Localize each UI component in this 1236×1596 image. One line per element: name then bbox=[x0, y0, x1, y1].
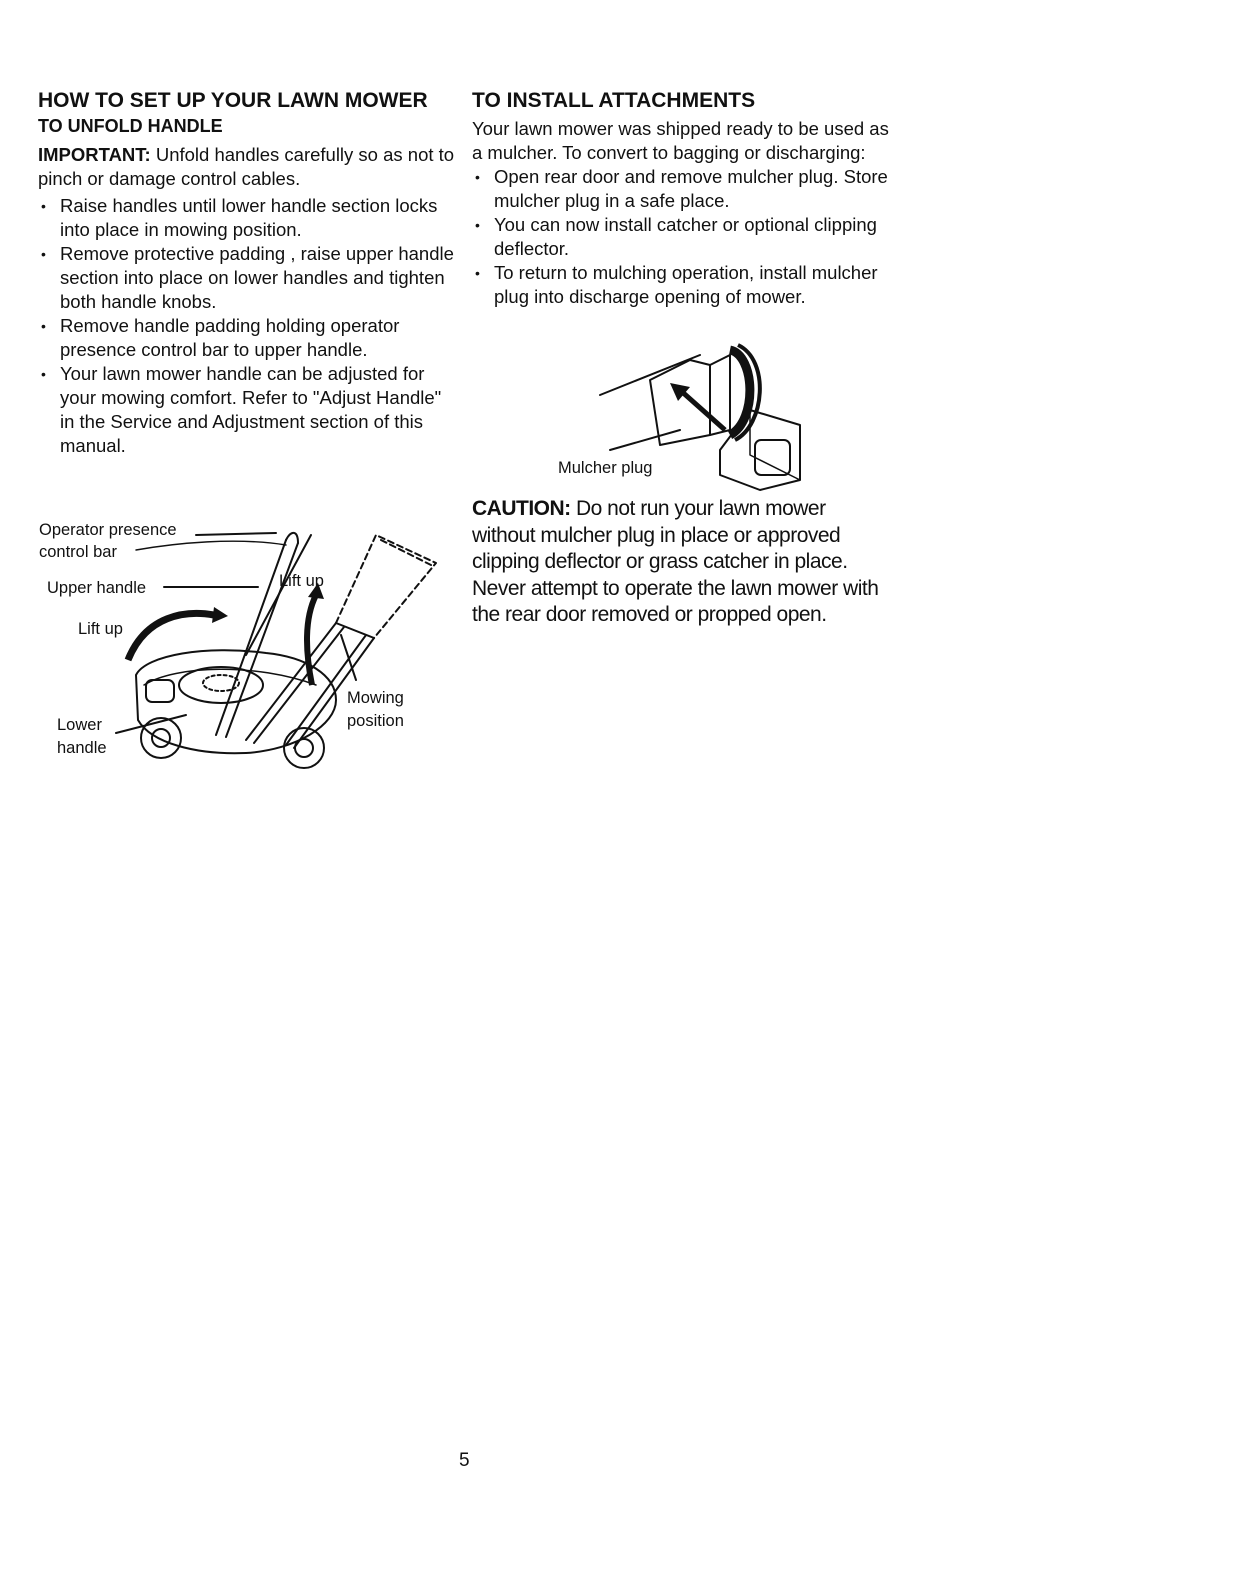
lift-up-left-label: Lift up bbox=[78, 620, 123, 638]
list-item: • Remove handle padding holding operator presence control bar to upper handle. bbox=[38, 314, 458, 362]
unfold-steps-list bbox=[38, 194, 458, 458]
attachments-intro: Your lawn mower was shipped ready to be used as a mulcher. To convert to bagging or discharging: bbox=[472, 118, 889, 163]
list-item: • To return to mulching operation, install mulcher plug into discharge opening of mower. bbox=[472, 261, 902, 309]
setup-heading: HOW TO SET UP YOUR LAWN MOWER bbox=[38, 89, 428, 112]
operator-presence-label: Operator presence bbox=[39, 521, 177, 539]
important-label: IMPORTANT: bbox=[38, 144, 151, 165]
list-item: • Raise handles until lower handle section locks into place in mowing position. bbox=[38, 194, 458, 242]
right-column bbox=[472, 88, 902, 309]
list-item: • Your lawn mower handle can be adjusted for your mowing comfort. Refer to "Adjust Handle" in the Service and Adjustment section of this manual. bbox=[38, 362, 458, 458]
control-bar-label: control bar bbox=[39, 543, 117, 561]
caution-label: CAUTION: bbox=[472, 497, 571, 520]
mulcher-plug-label: Mulcher plug bbox=[558, 459, 653, 477]
left-column bbox=[38, 88, 458, 458]
caution-text: Do not run your lawn mower without mulcher plug in place or approved clipping deflector or grass catcher in place. Never attempt to operate the lawn mower with the rear door removed or propped open. bbox=[472, 497, 879, 626]
list-item: • Open rear door and remove mulcher plug. Store mulcher plug in a safe place. bbox=[472, 165, 902, 213]
page-number: 5 bbox=[459, 1450, 470, 1471]
mowing-label: Mowing bbox=[347, 689, 404, 707]
lift-up-right-label: Lift up bbox=[279, 572, 324, 590]
lower-label: Lower bbox=[57, 716, 102, 734]
attachments-steps-list bbox=[472, 165, 902, 309]
caution-note bbox=[472, 496, 892, 629]
upper-handle-label: Upper handle bbox=[47, 579, 147, 597]
attachments-heading: TO INSTALL ATTACHMENTS bbox=[472, 89, 756, 112]
unfold-handle-subheading: TO UNFOLD HANDLE bbox=[38, 116, 223, 136]
important-note bbox=[38, 143, 458, 191]
important-text: Unfold handles carefully so as not to pinch or damage control cables. bbox=[38, 144, 455, 189]
list-item: • You can now install catcher or optional clipping deflector. bbox=[472, 213, 902, 261]
position-label: position bbox=[347, 712, 404, 730]
handle-label: handle bbox=[57, 739, 107, 757]
list-item: • Remove protective padding , raise upper handle section into place on lower handles and tighten both handle knobs. bbox=[38, 242, 458, 314]
